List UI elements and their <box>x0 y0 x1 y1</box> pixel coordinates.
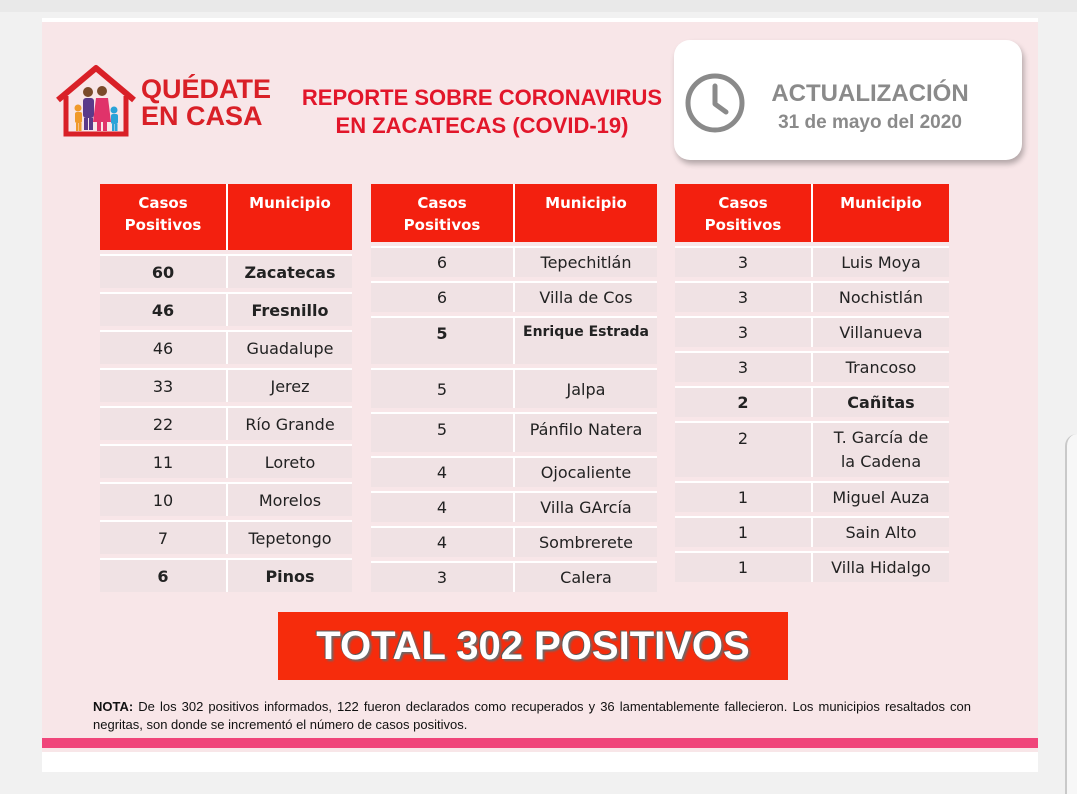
total-banner <box>278 612 788 680</box>
municipality-cell: Calera <box>513 561 657 592</box>
cases-cell: 46 <box>100 330 226 364</box>
municipality-cell: Villa Hidalgo <box>811 551 949 582</box>
cases-cell: 4 <box>371 491 513 522</box>
table-row <box>675 386 949 417</box>
cases-cell: 33 <box>100 368 226 402</box>
header-cases <box>371 184 513 242</box>
table-row <box>675 281 949 312</box>
table-row <box>100 330 352 364</box>
logo-line-2: EN CASA <box>141 101 263 131</box>
header-municipality: Municipio <box>226 184 352 250</box>
report-title <box>296 84 668 140</box>
table-row <box>675 351 949 382</box>
table-row <box>371 412 657 452</box>
cases-table-3 <box>675 180 949 586</box>
table-row <box>371 456 657 487</box>
table-row <box>371 246 657 277</box>
table-row <box>675 246 949 277</box>
house-family-logo-icon <box>54 64 138 138</box>
table-row <box>371 491 657 522</box>
footnote <box>93 698 971 734</box>
municipality-cell: Luis Moya <box>811 246 949 277</box>
footnote-text: De los 302 positivos informados, 122 fueron declarados como recuperados y 36 lamentablemente fallecieron. Los municipios resaltados con negritas, son donde se incrementó el número de casos positivos. <box>93 699 971 732</box>
cases-cell: 3 <box>675 281 811 312</box>
municipality-cell: Villa de Cos <box>513 281 657 312</box>
table-row <box>675 516 949 547</box>
municipality-cell: Nochistlán <box>811 281 949 312</box>
logo-wordmark <box>141 76 271 130</box>
table-row <box>675 481 949 512</box>
cases-cell: 22 <box>100 406 226 440</box>
total-positives: TOTAL 302 POSITIVOS <box>316 623 750 668</box>
municipality-cell: Tepetongo <box>226 520 352 554</box>
cases-cell: 1 <box>675 481 811 512</box>
header-cases-line-2: Positivos <box>704 216 782 234</box>
cases-cell: 1 <box>675 551 811 582</box>
municipality-line-1: T. García de <box>833 428 929 447</box>
cases-cell: 11 <box>100 444 226 478</box>
municipality-cell: Guadalupe <box>226 330 352 364</box>
cases-cell: 3 <box>675 351 811 382</box>
table-row <box>675 316 949 347</box>
update-date: 31 de mayo del 2020 <box>778 112 962 133</box>
header-cases <box>100 184 226 250</box>
table-row <box>100 254 352 288</box>
cases-cell: 5 <box>371 316 513 364</box>
cases-cell: 46 <box>100 292 226 326</box>
table-row <box>100 406 352 440</box>
municipality-cell: Sombrerete <box>513 526 657 557</box>
table-row <box>371 281 657 312</box>
municipality-cell <box>811 421 949 477</box>
cases-cell: 7 <box>100 520 226 554</box>
table-row <box>100 368 352 402</box>
municipality-cell: Zacatecas <box>226 254 352 288</box>
report-title-line-1: REPORTE SOBRE CORONAVIRUS <box>301 85 663 110</box>
cases-cell: 4 <box>371 526 513 557</box>
logo-line-1: QUÉDATE <box>141 74 272 104</box>
pink-footer-band <box>42 738 1038 748</box>
header-cases-line-1: Casos <box>138 194 188 212</box>
municipality-cell: Cañitas <box>811 386 949 417</box>
cases-cell: 5 <box>371 412 513 452</box>
clock-icon <box>684 72 746 134</box>
update-title: ACTUALIZACIÓN <box>771 80 969 107</box>
table-row <box>371 368 657 408</box>
cases-cell: 3 <box>675 246 811 277</box>
cases-cell: 60 <box>100 254 226 288</box>
header-cases-line-1: Casos <box>718 194 768 212</box>
municipality-cell: Pinos <box>226 558 352 592</box>
municipality-cell: Trancoso <box>811 351 949 382</box>
table-row <box>371 526 657 557</box>
municipality-cell: Tepechitlán <box>513 246 657 277</box>
header-municipality: Municipio <box>513 184 657 242</box>
table-row <box>100 482 352 516</box>
cases-cell: 6 <box>371 246 513 277</box>
municipality-cell: Jalpa <box>513 368 657 408</box>
cases-cell: 4 <box>371 456 513 487</box>
cases-cell: 5 <box>371 368 513 408</box>
municipality-cell: Loreto <box>226 444 352 478</box>
cases-table-1 <box>100 180 352 596</box>
sheet-bottom-strip <box>42 752 1038 772</box>
cases-cell: 6 <box>371 281 513 312</box>
cases-cell: 3 <box>371 561 513 592</box>
cases-cell: 10 <box>100 482 226 516</box>
cases-cell: 2 <box>675 386 811 417</box>
table-row <box>675 551 949 582</box>
municipality-cell: Fresnillo <box>226 292 352 326</box>
table-row <box>100 520 352 554</box>
municipality-cell: Enrique Estrada <box>513 316 657 364</box>
page-top-gutter <box>0 0 1077 12</box>
municipality-cell: Miguel Auza <box>811 481 949 512</box>
report-title-line-2: EN ZACATECAS (COVID-19) <box>335 113 629 138</box>
municipality-cell: Sain Alto <box>811 516 949 547</box>
cases-cell: 3 <box>675 316 811 347</box>
municipality-cell: Pánfilo Natera <box>513 412 657 452</box>
cases-table-2 <box>371 180 657 596</box>
municipality-cell: Jerez <box>226 368 352 402</box>
municipality-cell: Río Grande <box>226 406 352 440</box>
header-cases-line-2: Positivos <box>403 216 481 234</box>
table-row <box>100 292 352 326</box>
header-cases-line-2: Positivos <box>124 216 202 234</box>
cases-cell: 1 <box>675 516 811 547</box>
municipality-cell: Morelos <box>226 482 352 516</box>
municipality-cell: Villa GArcía <box>513 491 657 522</box>
cases-cell: 6 <box>100 558 226 592</box>
table-row <box>371 561 657 592</box>
municipality-cell: Villanueva <box>811 316 949 347</box>
cases-cell: 2 <box>675 421 811 477</box>
municipality-cell: Ojocaliente <box>513 456 657 487</box>
table-row <box>371 316 657 364</box>
municipality-line-2: la Cadena <box>840 452 922 471</box>
header-cases <box>675 184 811 242</box>
header-cases-line-1: Casos <box>417 194 467 212</box>
table-row <box>675 421 949 477</box>
header-municipality: Municipio <box>811 184 949 242</box>
page-edge-overlay <box>1065 434 1077 794</box>
table-row <box>100 444 352 478</box>
footnote-label: NOTA: <box>93 699 134 714</box>
table-row <box>100 558 352 592</box>
